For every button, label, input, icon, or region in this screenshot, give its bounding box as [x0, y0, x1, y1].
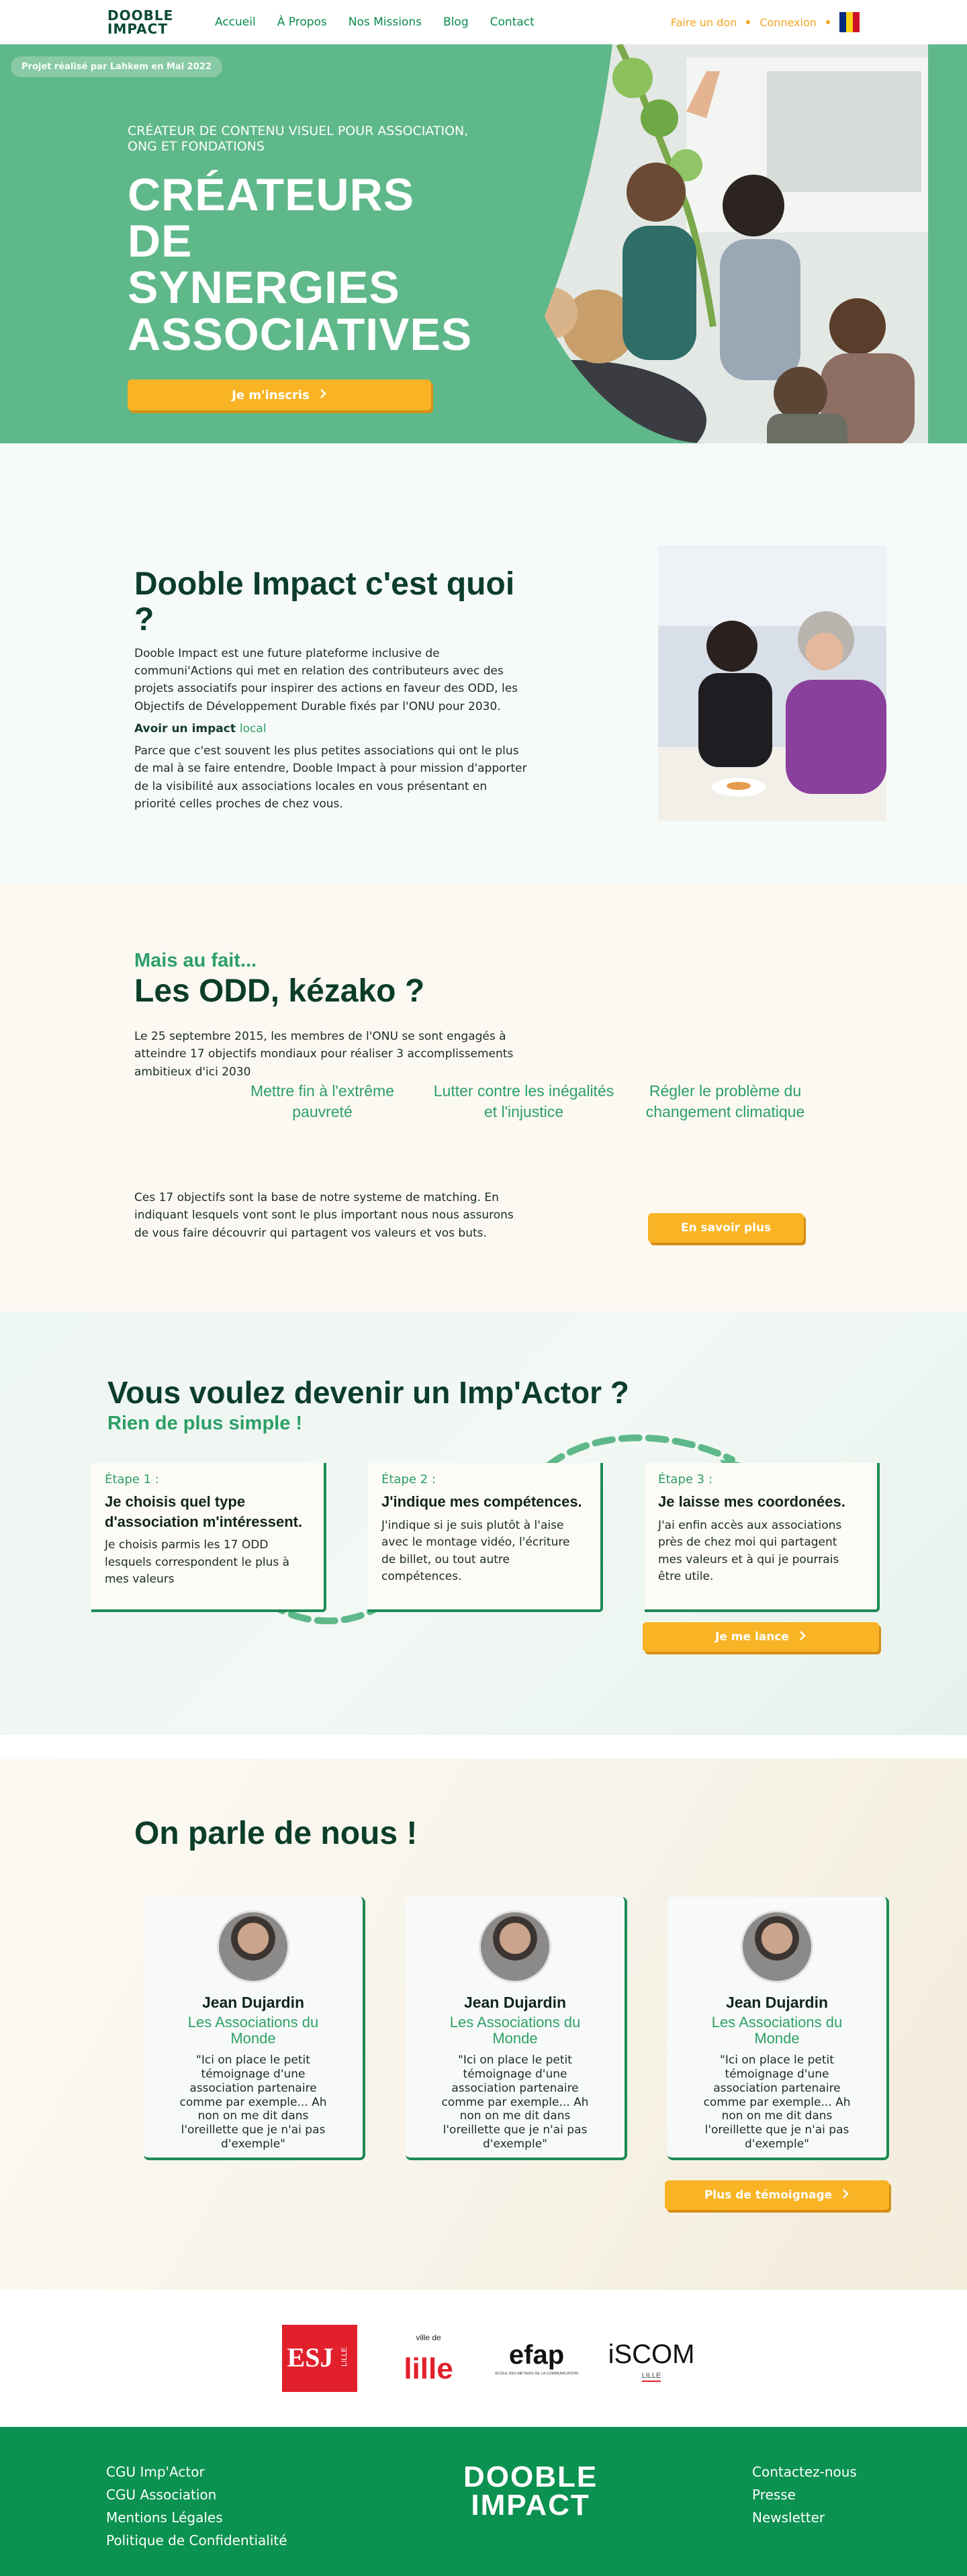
signup-button-label: Je m'inscris	[232, 388, 310, 402]
footer-logo-line2: IMPACT	[471, 2488, 590, 2522]
odd-pre-title: Mais au fait...	[134, 950, 257, 971]
more-testimonials-label: Plus de témoignage	[704, 2188, 833, 2202]
efap-wordmark: efap	[508, 2340, 565, 2370]
step-label: Étape 3 :	[658, 1472, 712, 1486]
esj-wordmark: ESJ	[287, 2342, 334, 2372]
testimonial-card-3	[667, 1897, 889, 2160]
chevron-right-icon	[319, 388, 327, 402]
about-highlight-word: local	[239, 721, 267, 736]
odd-outro: Ces 17 objectifs sont la base de notre systeme de matching. En indiquant lesquels vont sont le plus important nous nous assurons de vous faire découvrir qui partagent vos valeurs et vos buts.	[134, 1191, 514, 1240]
hero-title: CRÉATEURS DE SYNERGIES ASSOCIATIVES	[128, 169, 473, 360]
about-paragraph-1: Dooble Impact est une future plateforme inclusive de communi'Actions qui met en relation des contributeurs avec des projets associatifs pour inspirer des actions en faveur des ODD, les Objectifs de Développement Durable fixés par l'ONU pour 2030.	[134, 646, 518, 713]
odd-intro: Le 25 septembre 2015, les membres de l'ONU se sont engagés à atteindre 17 objectifs mondiaux pour réaliser 3 accomplissements ambitieux d'ici 2030	[134, 1030, 514, 1079]
press-title: On parle de nous !	[134, 1816, 418, 1851]
nav-link-accueil[interactable]: Accueil	[215, 15, 256, 29]
impactor-section	[0, 1312, 967, 1735]
step-card-2	[368, 1463, 603, 1612]
nav-actions	[671, 12, 860, 32]
logo-line1: DOOBLE	[107, 7, 174, 24]
donate-link[interactable]: Faire un don	[670, 15, 737, 29]
login-link[interactable]: Connexion	[759, 15, 817, 29]
about-workshop-photo	[658, 545, 886, 821]
testimonial-name: Jean Dujardin	[463, 1994, 567, 2011]
testimonial-card-2	[406, 1897, 627, 2160]
impactor-title: Vous voulez devenir un Imp'Actor ?	[107, 1375, 629, 1410]
odd-goals	[228, 1081, 819, 1122]
testimonial-org: Les Associations du Monde	[187, 2014, 319, 2047]
impactor-subtitle: Rien de plus simple !	[107, 1413, 303, 1434]
footer-legal-links	[106, 2462, 287, 2550]
avatar	[479, 1910, 551, 1983]
signup-button[interactable]	[128, 380, 431, 410]
hero-group-photo	[485, 44, 928, 443]
odd-goal-climate: Régler le problème du changement climatique	[645, 1082, 805, 1121]
press-section	[0, 1759, 967, 2290]
ville-de-lille-logo[interactable]	[402, 2328, 455, 2389]
nav-link-blog[interactable]: Blog	[443, 15, 469, 29]
chevron-right-icon	[798, 1630, 807, 1644]
footer-contact-links	[752, 2462, 857, 2528]
site-logo[interactable]	[107, 9, 188, 36]
esj-lille-logo[interactable]	[282, 2325, 357, 2392]
testimonial-quote: "Ici on place le petit témoignage d'une association partenaire comme par exemple... Ah non on me dit dans l'oreillette que je n'ai pas d'exemple"	[441, 2053, 589, 2151]
testimonial-name: Jean Dujardin	[725, 1994, 829, 2011]
step-card-1	[91, 1463, 326, 1612]
project-badge: Projet réalisé par Lahkem en Mai 2022	[11, 56, 222, 77]
about-highlight	[134, 722, 531, 736]
step-body: J'ai enfin accès aux associations près de chez moi qui partagent mes valeurs et à qui je pourrais être utile.	[658, 1518, 842, 1584]
footer-link-contact[interactable]: Contactez-nous	[752, 2464, 857, 2480]
iscom-lille-logo[interactable]	[608, 2328, 695, 2389]
efap-logo[interactable]	[495, 2331, 578, 2385]
step-card-3	[645, 1463, 880, 1612]
nav-link-contact[interactable]: Contact	[490, 15, 535, 29]
about-section	[0, 443, 967, 883]
more-testimonials-button[interactable]	[665, 2180, 889, 2210]
footer-link-cgu-impactor[interactable]: CGU Imp'Actor	[106, 2464, 205, 2480]
odd-goal-inequality: Lutter contre les inégalités et l'injustice	[433, 1082, 614, 1121]
odd-section	[0, 883, 967, 1312]
step-title: Je laisse mes coordonées.	[658, 1493, 845, 1510]
footer-link-mentions-legales[interactable]: Mentions Légales	[106, 2510, 223, 2526]
about-highlight-prefix: Avoir un impact	[134, 721, 236, 736]
get-started-button[interactable]	[643, 1622, 879, 1652]
odd-title: Les ODD, kézako ?	[134, 973, 425, 1009]
footer-link-presse[interactable]: Presse	[752, 2487, 796, 2503]
efap-subtitle: ÉCOLE DES MÉTIERS DE LA COMMUNICATION	[495, 2372, 578, 2376]
about-text	[134, 567, 531, 813]
testimonial-name: Jean Dujardin	[201, 1994, 305, 2011]
footer-link-cgu-association[interactable]: CGU Association	[106, 2487, 217, 2503]
learn-more-button[interactable]: En savoir plus	[648, 1213, 804, 1243]
nav-link-a-propos[interactable]: À Propos	[277, 15, 327, 29]
separator-dot	[746, 20, 750, 24]
logo-line2: IMPACT	[107, 21, 168, 37]
testimonial-org: Les Associations du Monde	[449, 2014, 581, 2047]
step-title: Je choisis quel type d'association m'intéressent.	[105, 1493, 303, 1530]
odd-goal-poverty: Mettre fin à l'extrême pauvreté	[250, 1082, 395, 1121]
footer-logo[interactable]	[463, 2460, 598, 2522]
footer-link-confidentialite[interactable]: Politique de Confidentialité	[106, 2532, 287, 2548]
hero-text	[128, 124, 477, 410]
get-started-label: Je me lance	[715, 1630, 789, 1644]
about-paragraph-2: Parce que c'est souvent les plus petites associations qui ont le plus de mal à se faire entendre, Dooble Impact à pour mission d'apporter de la visibilité aux associations locales en vous présentant en priorité celles proches de chez vous.	[134, 744, 527, 811]
site-footer	[0, 2427, 967, 2576]
iscom-wordmark: iSCOM	[608, 2340, 695, 2369]
hero-section	[0, 44, 967, 443]
testimonial-quote: "Ici on place le petit témoignage d'une association partenaire comme par exemple... Ah non on me dit dans l'oreillette que je n'ai pas d'exemple"	[179, 2053, 327, 2151]
separator-dot	[826, 20, 830, 24]
ville-wordmark: lille	[404, 2352, 453, 2385]
ville-prefix: ville de	[416, 2333, 441, 2342]
hero-subtitle: CRÉATEUR DE CONTENU VISUEL POUR ASSOCIATION, ONG ET FONDATIONS	[128, 124, 469, 154]
language-flag-icon[interactable]	[839, 12, 860, 32]
top-navbar	[0, 0, 967, 44]
esj-city: LILLE	[340, 2347, 349, 2366]
avatar	[741, 1910, 813, 1983]
step-body: J'indique si je suis plutôt à l'aise avec le montage vidéo, l'écriture de billet, ou tout autre compétences.	[381, 1518, 570, 1584]
footer-link-newsletter[interactable]: Newsletter	[752, 2510, 825, 2526]
step-body: Je choisis parmis les 17 ODD lesquels correspondent le plus à mes valeurs	[105, 1538, 290, 1587]
testimonial-org: Les Associations du Monde	[711, 2014, 843, 2047]
footer-logo-line1: DOOBLE	[463, 2460, 598, 2493]
section-spacer	[0, 1735, 967, 1759]
avatar	[217, 1910, 289, 1983]
step-title: J'indique mes compétences.	[381, 1493, 582, 1510]
chevron-right-icon	[841, 2188, 849, 2203]
step-label: Étape 1 :	[105, 1472, 159, 1486]
testimonial-quote: "Ici on place le petit témoignage d'une association partenaire comme par exemple... Ah non on me dit dans l'oreillette que je n'ai pas d'exemple"	[703, 2053, 851, 2151]
iscom-city: LILLE	[641, 2372, 661, 2380]
main-menu	[215, 15, 535, 29]
testimonial-card-1	[144, 1897, 365, 2160]
partners-strip	[0, 2290, 967, 2427]
nav-link-missions[interactable]: Nos Missions	[348, 15, 422, 29]
about-title: Dooble Impact c'est quoi ?	[134, 566, 515, 637]
step-label: Étape 2 :	[381, 1472, 436, 1486]
